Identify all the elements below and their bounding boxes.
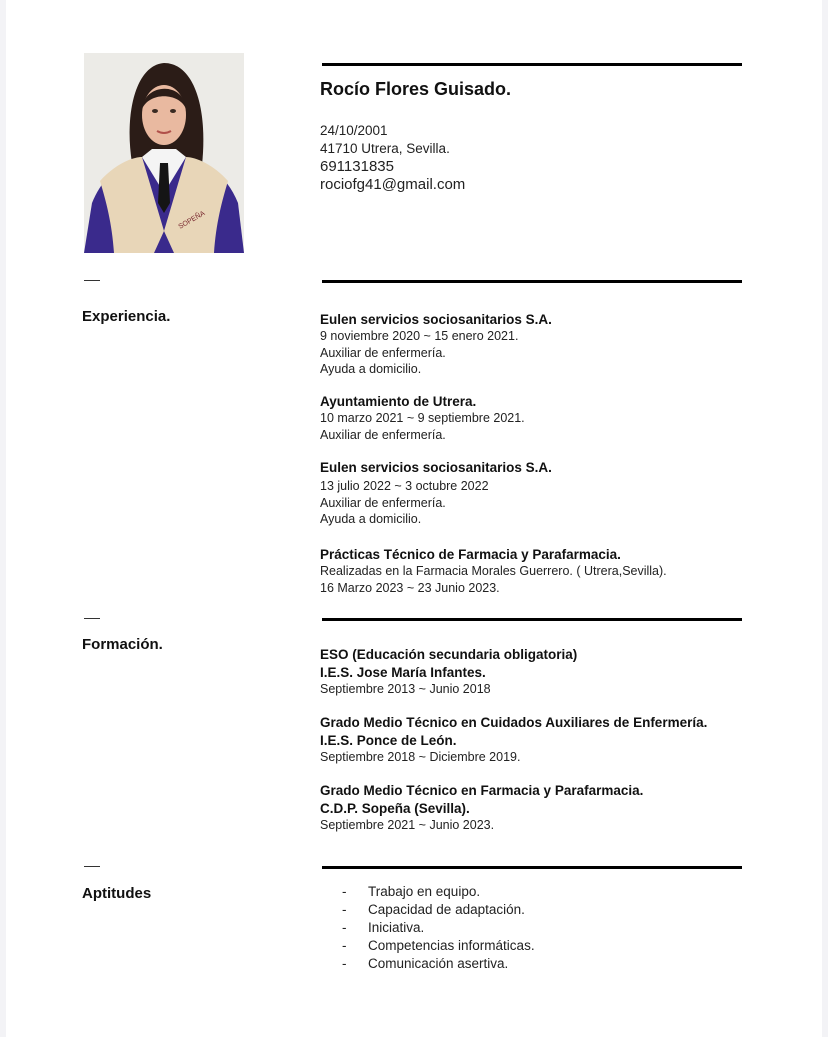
experience-line: 10 marzo 2021 ~ 9 septiembre 2021. [320, 411, 525, 425]
bullet: - [342, 920, 347, 935]
education-item [320, 714, 750, 766]
education-degree: Grado Medio Técnico en Farmacia y Parafarmacia. [320, 783, 644, 798]
education-school: I.E.S. Ponce de León. [320, 733, 457, 748]
experience-item [320, 311, 750, 378]
list-item [342, 919, 535, 937]
svg-text:SOPEÑA: SOPEÑA [177, 210, 207, 231]
address: 41710 Utrera, Sevilla. [320, 141, 450, 156]
experience-line: Ayuda a domicilio. [320, 362, 422, 376]
education-school: I.E.S. Jose María Infantes. [320, 665, 486, 680]
cv-page [6, 0, 822, 1037]
education-item [320, 646, 750, 698]
skills-list [342, 883, 535, 973]
section-title-education: Formación. [82, 636, 163, 653]
skill-text: Capacidad de adaptación. [368, 902, 525, 917]
experience-line: Ayuda a domicilio. [320, 512, 422, 526]
list-item [342, 937, 535, 955]
education-dates: Septiembre 2018 ~ Diciembre 2019. [320, 750, 521, 764]
bullet: - [342, 902, 347, 917]
list-item [342, 955, 535, 973]
skill-text: Competencias informáticas. [368, 938, 535, 953]
header-rule [322, 63, 742, 66]
section-title-experience: Experiencia. [82, 308, 171, 325]
experience-item [320, 393, 750, 443]
experience-line: 16 Marzo 2023 ~ 23 Junio 2023. [320, 580, 500, 595]
education-degree: ESO (Educación secundaria obligatoria) [320, 647, 578, 662]
experience-line: 13 julio 2022 ~ 3 octubre 2022 [320, 479, 489, 493]
education-degree: Grado Medio Técnico en Cuidados Auxiliares de Enfermería. [320, 715, 708, 730]
experience-item [320, 459, 750, 528]
experience-employer: Eulen servicios sociosanitarios S.A. [320, 460, 552, 475]
education-item [320, 782, 750, 834]
list-item [342, 883, 535, 901]
section-title-skills: Aptitudes [82, 885, 152, 902]
email: rociofg41@gmail.com [320, 176, 466, 193]
bullet: - [342, 938, 347, 953]
section-dash [84, 618, 100, 619]
section-rule [322, 866, 742, 869]
phone: 691131835 [320, 158, 394, 175]
list-item [342, 901, 535, 919]
section-rule [322, 618, 742, 621]
birthdate: 24/10/2001 [320, 123, 388, 138]
skill-text: Iniciativa. [368, 920, 425, 935]
skill-text: Comunicación asertiva. [368, 956, 509, 971]
experience-employer: Prácticas Técnico de Farmacia y Parafarmacia. [320, 547, 621, 562]
skill-text: Trabajo en equipo. [368, 884, 481, 899]
experience-line: Auxiliar de enfermería. [320, 345, 446, 360]
experience-line: Realizadas en la Farmacia Morales Guerrero. ( Utrera,Sevilla). [320, 564, 667, 578]
section-dash [84, 866, 100, 867]
experience-line: Auxiliar de enfermería. [320, 495, 446, 510]
bullet: - [342, 956, 347, 971]
profile-photo [84, 53, 244, 253]
experience-item [320, 546, 750, 596]
experience-line: 9 noviembre 2020 ~ 15 enero 2021. [320, 329, 519, 343]
experience-employer: Eulen servicios sociosanitarios S.A. [320, 312, 552, 327]
bullet: - [342, 884, 347, 899]
section-dash [84, 280, 100, 281]
education-dates: Septiembre 2013 ~ Junio 2018 [320, 682, 491, 696]
experience-line: Auxiliar de enfermería. [320, 427, 446, 442]
education-school: C.D.P. Sopeña (Sevilla). [320, 801, 470, 816]
person-name: Rocío Flores Guisado. [320, 79, 512, 99]
contact-info [320, 122, 465, 194]
experience-employer: Ayuntamiento de Utrera. [320, 394, 477, 409]
section-rule [322, 280, 742, 283]
education-dates: Septiembre 2021 ~ Junio 2023. [320, 818, 495, 832]
